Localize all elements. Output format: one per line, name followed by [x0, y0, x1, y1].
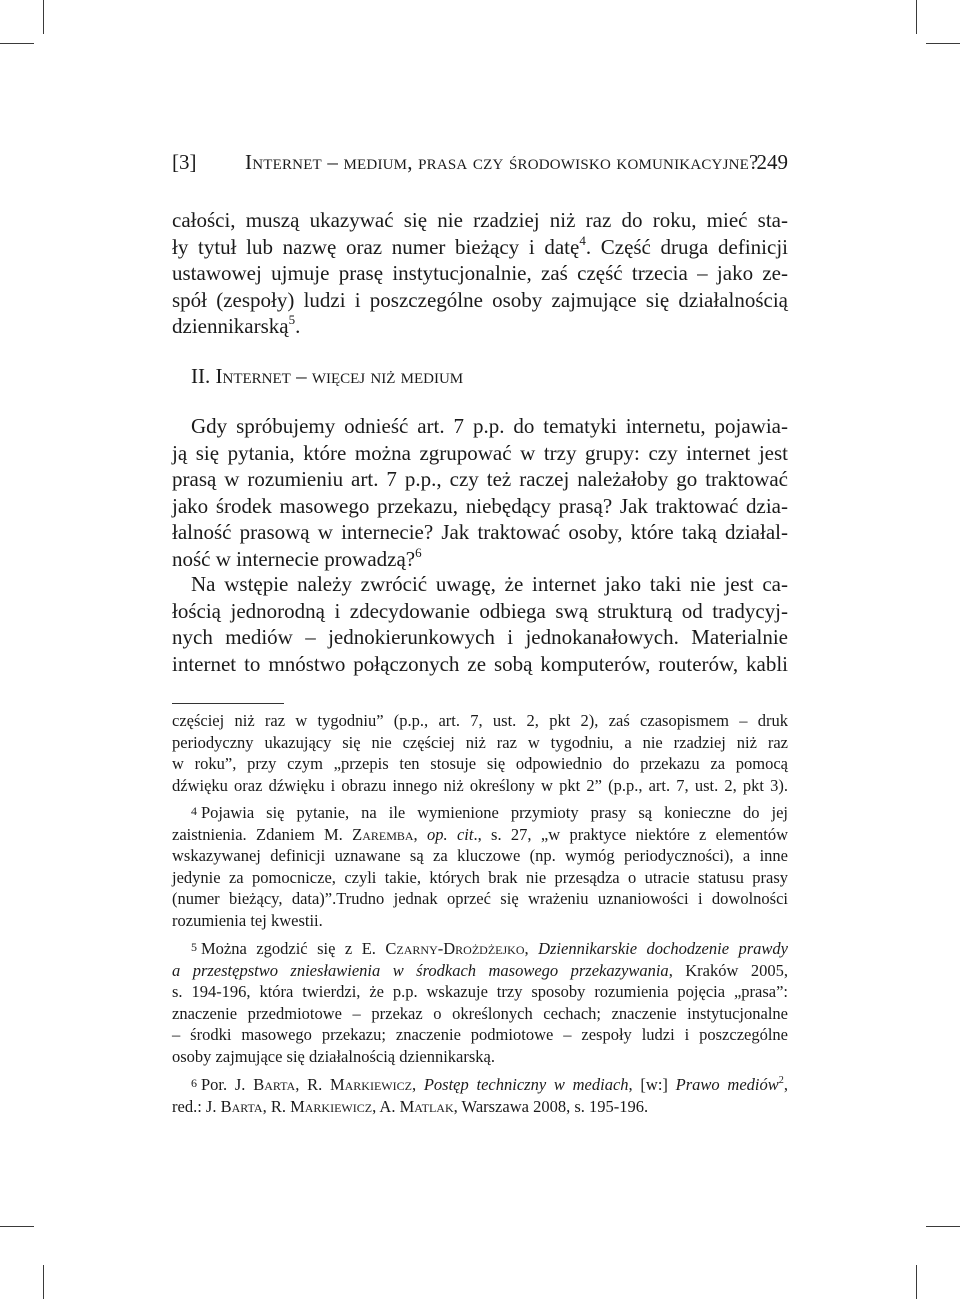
text-line: łalność prasową w internecie? Jak traktować osoby, które taką działal- — [172, 520, 788, 545]
text-line: ją się pytania, które można zgrupować w trzy grupy: czy internet jest — [172, 440, 788, 465]
text-line: dziennikarską$^5$. — [172, 312, 301, 339]
footnote-line: jedynie za pomocnicze, czyli takie, których brak nie przesądza o utracie statusu prasy — [172, 867, 788, 887]
running-title: Internet – medium, prasa czy środowisko komunikacyjne? — [245, 150, 759, 174]
footnote-line: periodyczny ukazujący się nie częściej niż raz w tygodniu, a nie rzadziej niż raz — [172, 732, 788, 752]
page-number: 249 — [756, 150, 788, 174]
section-heading-number: II. — [191, 364, 211, 388]
crop-mark — [926, 1226, 960, 1227]
crop-mark — [0, 43, 34, 44]
footnote-line: częściej niż raz w tygodniu” (p.p., art. 7, ust. 2, pkt 2), zaś czasopismem – druk — [172, 711, 788, 730]
paragraph — [172, 571, 788, 677]
text-line: nych mediów – jednokierunkowych i jednokanałowych. Materialnie — [172, 625, 788, 650]
footnote-4 — [172, 802, 788, 932]
author-name: Matlak — [399, 1096, 454, 1116]
footnote-line: (numer bieżący, data)”.Trudno jednak oprzeć się wrażeniu uznaniowości i dowolności — [172, 889, 788, 909]
author-name: Markiewicz — [290, 1096, 373, 1116]
footnote-line: – środki masowego przekazu; znaczenie podmiotowe – zespoły ludzi i poszczególne — [172, 1025, 788, 1045]
section-number: [3] — [172, 150, 197, 174]
footnote-line: $^4$ Pojawia się pytanie, na ile wymienione przymioty prasy są konieczne do jej — [191, 803, 788, 822]
footnote-separator — [172, 703, 284, 704]
footnote-number: 6 — [191, 1076, 197, 1090]
crop-mark — [926, 43, 960, 44]
footnote-line: zaistnienia. Zdaniem M. Zaremba, op. cit., s. 27, „w praktyce niektóre z elementów — [172, 824, 789, 844]
footnote-line: znaczenie przedmiotowe – przekaz o określonych cechach; znaczenie instytucjonalne — [172, 1003, 788, 1023]
footnote-number: 4 — [191, 804, 197, 818]
footnote-line: a przestępstwo zniesławienia w środkach masowego przekazywania, Kraków 2005, — [172, 960, 788, 980]
text-line: łością jednorodną i zdecydowanie odbiega swą strukturą od tradycyj- — [172, 598, 788, 623]
text-line: jako środek masowego przekazu, niebędący prasą? Jak traktować dzia- — [172, 493, 788, 518]
text-line: Gdy spróbujemy odnieść art. 7 p.p. do tematyki internetu, pojawia- — [191, 414, 788, 438]
crop-mark — [43, 1265, 44, 1299]
author-name: Markiewicz — [329, 1075, 412, 1094]
footnote-line: $^5$ Można zgodzić się z E. Czarny-Drożdżejko, Dziennikarskie dochodzenie prawdy — [191, 939, 789, 958]
crop-mark — [0, 1226, 34, 1227]
footnote-continued — [172, 710, 788, 796]
footnote-line: w roku”, przy czym „przepis ten stosuje się odpowiednio do przekazu za pomocą — [172, 754, 788, 774]
footnote-line: $^6$ Por. J. Barta, R. Markiewicz, Postęp techniczny w mediach, [w:] Prawo mediów$^2$, — [191, 1074, 788, 1094]
footnote-ref: 6 — [415, 544, 422, 560]
crop-mark — [916, 0, 917, 34]
footnote-line: osoby zajmujące się działalnością dziennikarską. — [172, 1046, 495, 1066]
footnote-ref: 4 — [579, 232, 586, 248]
text-line: ły tytuł lub nazwę oraz numer bieżący i datę$^4$. Część druga definicji — [172, 232, 788, 259]
paragraph — [172, 207, 788, 340]
section-heading — [191, 362, 463, 390]
text-line: spół (zespoły) ludzi i poszczególne osoby zajmujące się działalnością — [172, 287, 788, 312]
text-line: Na wstępie należy zwrócić uwagę, że internet jako taki nie jest ca- — [191, 572, 788, 596]
text-line: prasą w rozumieniu art. 7 p.p., czy też raczej należałoby go traktować — [172, 467, 788, 492]
author-name: Barta — [253, 1075, 296, 1094]
footnote-ref: 5 — [288, 312, 296, 328]
text-line: ność w internecie prowadzą?$^6$ — [172, 544, 422, 571]
footnote-line: dźwięku oraz dźwięku i obrazu innego niż określony w pkt 2” (p.p., art. 7, ust. 2, pkt 3). — [172, 775, 788, 795]
running-header — [172, 147, 788, 177]
paragraph — [172, 413, 788, 573]
author-name: Czarny-Drożdżejko — [385, 939, 525, 958]
text-line: ustawowej ujmuje prasę instytucjonalnie, zaś część trzecia – jako ze- — [172, 261, 788, 286]
text-line: internet to mnóstwo połączonych ze sobą komputerów, routerów, kabli — [172, 651, 788, 676]
footnote-6 — [172, 1074, 788, 1117]
author-name: Barta — [220, 1096, 263, 1116]
section-heading-title: Internet – więcej niż medium — [215, 364, 464, 388]
footnote-line: wskazywanej definicji uznawane są za kluczowe (np. wymóg periodyczności), a inne — [172, 846, 788, 866]
footnote-line: s. 194-196, która twierdzi, że p.p. wskazuje trzy sposoby rozumienia pojęcia „prasa”: — [172, 982, 788, 1002]
footnote-line: red.: J. Barta, R. Markiewicz, A. Matlak, Warszawa 2008, s. 195-196. — [172, 1096, 649, 1116]
crop-mark — [43, 0, 44, 34]
footnote-5 — [172, 938, 788, 1068]
author-name: Zaremba — [352, 824, 414, 844]
footnote-number: 5 — [191, 940, 197, 954]
footnote-line: rozumienia tej kwestii. — [172, 910, 323, 930]
text-line: całości, muszą ukazywać się nie rzadziej niż raz do roku, mieć sta- — [172, 208, 788, 232]
crop-mark — [916, 1265, 917, 1299]
